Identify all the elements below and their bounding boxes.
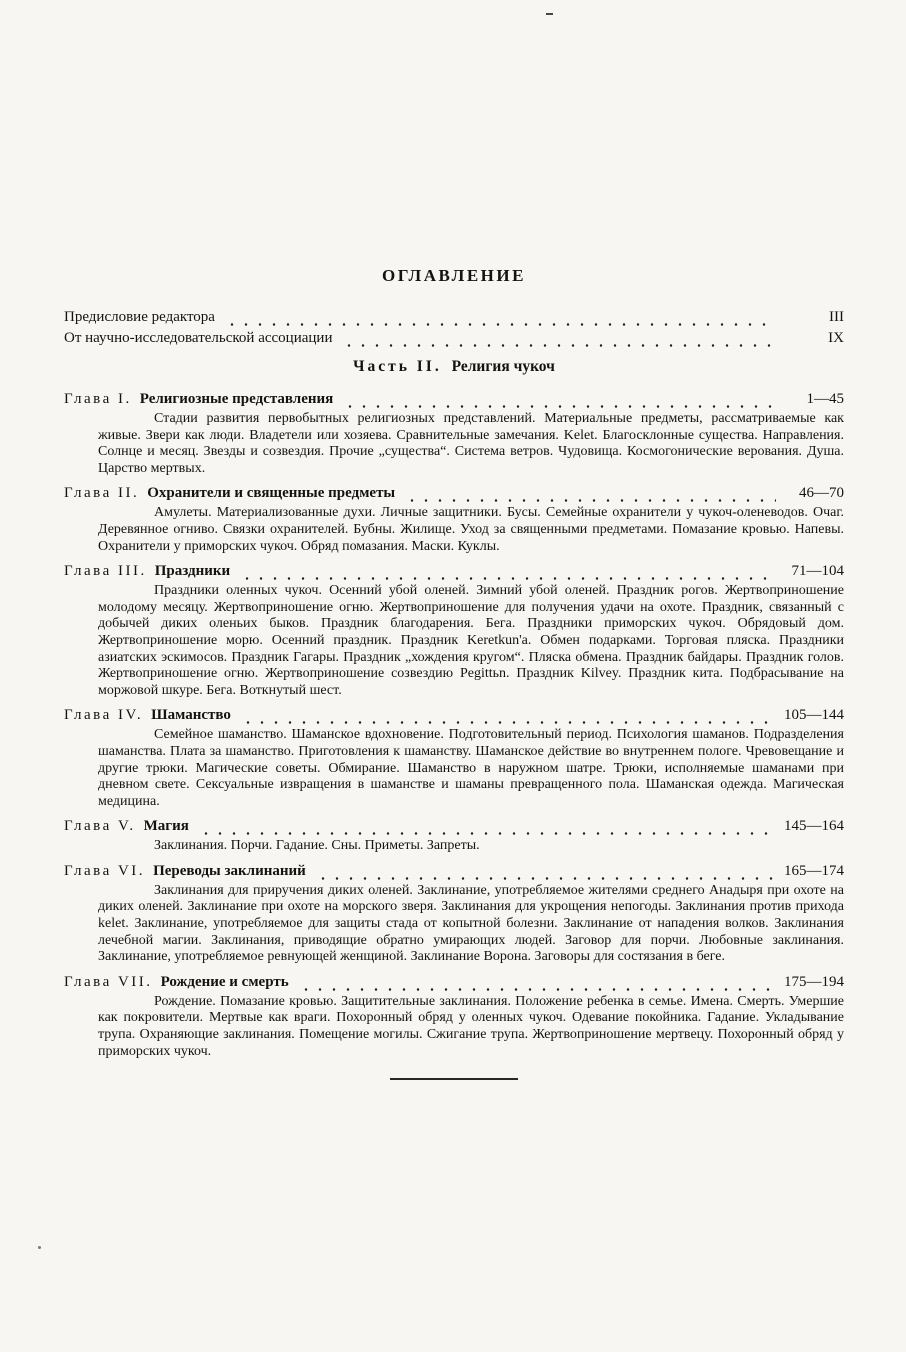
chapter-label: Глава VII. [64,973,153,990]
chapter-row [64,706,844,725]
page-title: ОГЛАВЛЕНИЕ [382,266,526,285]
chapter-label: Глава I. [64,391,132,407]
chapter-entry [64,562,844,699]
chapter-description: Праздники оленных чукоч. Осенний убой оленей. Зимний убой оленей. Праздник рогов. Жертвоприношение молодому месяцу. Жертвоприношение огню. Жертвоприношение для получения удачи на охоте. Праздник, связанный с добычей диких оленьих быков. Праздник благодарения. Бега. Праздники приморских чукоч. Обрядовый дом. Жертвоприношение морю. Осенний праздник. Праздник Keretkun'a. Обмен подарками. Торговая пляска. Праздники азиатских эскимосов. Праздник Гагары. Праздник „хождения кругом“. Пляска обмена. Праздник байдары. Праздник голов. Жертвоприношение огню. Жертвоприношение созвездию Pegittьn. Праздник Kilvey. Праздник кита. Подбрасывание на моржовой шкуре. Бега. Воткнутый шест. [98,583,844,698]
chapter-title: Переводы заклинаний [153,862,306,879]
chapter-entry [64,817,844,855]
page-number: 105—144 [784,707,844,724]
dot-leader [225,315,776,327]
chapter-description: Семейное шаманство. Шаманское вдохновение. Подготовительный период. Психология шаманов. Подразделения шаманства. Плата за шаманство. Приготовления к шаманству. Шаманское действие во внутреннем пологе. Чревовещание и другие трюки. Магические советы. Обмирание. Шаманство в наружном шатре. Трюки, исполняемые шаманами при дневном свете. Сексуальные извращения в шаманстве и шаманы превращенного пола. Шаманская одежда. Магическая медицина. [98,727,844,809]
chapter-row [64,817,844,836]
page-number: 145—164 [784,818,844,835]
dot-leader [342,336,776,348]
front-item-label: От научно-исследовательской ассоциации [64,330,333,346]
chapter-label: Глава V. [64,818,136,835]
page-number: IX [828,330,844,346]
chapter-label: Глава III. [64,563,147,580]
chapter-title: Религиозные представления [139,391,334,407]
chapter-title: Праздники [154,563,231,580]
chapter-entry [64,484,844,555]
chapter-title: Охранители и священные предметы [147,485,396,502]
chapter-label: Глава II. [64,485,140,502]
page-number: 165—174 [784,862,844,879]
dot-leader [316,869,774,881]
chapter-row [64,973,844,992]
dot-leader [241,713,774,725]
end-rule [390,1078,518,1080]
front-matter [64,308,844,348]
chapter-description: Стадии развития первобытных религиозных представлений. Материальные предметы, рассматриваемые как живые. Звери как люди. Владетели или хозяева. Сравнительные замечания. Kelet. Благосклонные существа. Направления. Солнце и месяц. Звезды и созвездия. Прочие „существа“. Система ветров. Чудовища. Космогонические верования. Душа. Царство мертвых. [98,411,844,476]
part-title: Религия чукоч [451,358,555,375]
chapter-description: Заклинания. Порчи. Гадание. Сны. Приметы. Запреты. [154,838,480,854]
chapter-label: Глава VI. [64,862,146,879]
chapter-description: Амулеты. Материализованные духи. Личные защитники. Бусы. Семейные охранители у чукоч-оленеводов. Очаг. Деревянное огниво. Связки охранителей. Бубны. Жилище. Уход за священными предметами. Помазание кровью. Напевы. Охранители у приморских чукоч. Обряд помазания. Маски. Куклы. [98,505,844,554]
chapter-title: Магия [143,818,189,835]
chapter-entry [64,973,844,1060]
chapter-row [64,562,844,581]
scan-artifact-dash [546,13,553,15]
chapter-entry [64,862,844,966]
chapter-description: Рождение. Помазание кровью. Защитительные заклинания. Положение ребенка в семье. Имена. Смерть. Умершие как покровители. Мертвые как враги. Похоронный обряд у оленных чукоч. Одевание покойника. Гадание. Укладывание трупа. Охраняющие заклинания. Помещение могилы. Сжигание трупа. Жертвоприношение мертвецу. Похоронный обряд у приморских чукоч. [98,993,844,1059]
page-number: III [829,309,844,325]
chapter-entry [64,706,844,810]
chapter-title: Шаманство [151,707,231,724]
page-number: 71—104 [791,563,844,580]
dot-leader [240,569,776,581]
page-number: 1—45 [806,391,844,407]
dot-leader [199,824,774,836]
front-item-row [64,329,844,348]
dot-leader [405,491,776,503]
part-label: Часть II. [353,358,442,375]
chapter-label: Глава IV. [64,707,144,724]
part-heading [64,358,844,376]
page-number: 175—194 [784,973,844,990]
chapter-description: Заклинания для приручения диких оленей. Заклинание, употребляемое жителями среднего Анадыря при охоте на диких оленей. Заклинание при охоте на морского зверя. Заклинания для укрощения непогоды. Заклинания против прихода kelet. Заклинание, употребляемое для защиты стада от копытной болезни. Заклинание от нападения волков. Заклинания лечебной магии. Заклинания, приводящие обратно умирающих людей. Заговор для порчи. Любовные заклинания. Заклинание, употребляемое ревнующей женщиной. Заклинание Ворона. Заговоры для состязания в беге. [98,882,844,965]
front-item-label: Предисловие редактора [64,309,215,325]
scan-artifact-dot [38,1246,41,1249]
front-item-row [64,308,844,327]
chapter-entry [64,390,844,477]
chapter-row [64,484,844,503]
chapter-row [64,390,844,409]
chapter-title: Рождение и смерть [160,973,289,990]
dot-leader [299,980,774,992]
chapter-row [64,862,844,881]
dot-leader [343,397,776,409]
page-number: 46—70 [799,485,844,502]
